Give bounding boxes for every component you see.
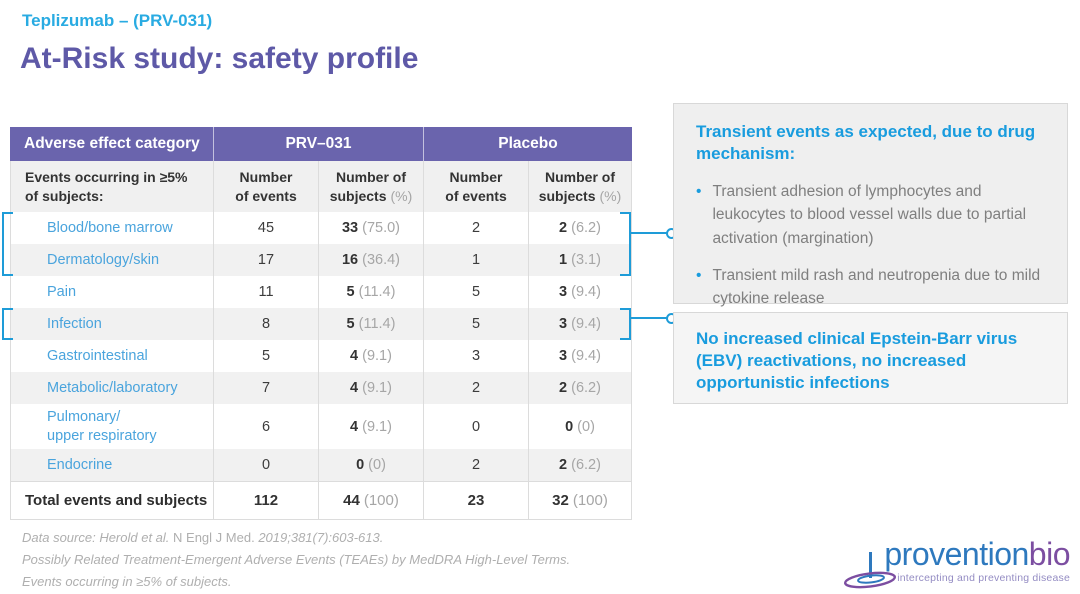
footnotes <box>22 527 570 593</box>
table-row-pain: Pain 11 5 (11.4) 5 3 (9.4) <box>11 276 631 308</box>
page-title: At-Risk study: safety profile <box>20 42 419 75</box>
table-row-metabolic-laboratory: Metabolic/laboratory 7 4 (9.1) 2 2 (6.2) <box>11 372 631 404</box>
bullet-icon: • <box>696 183 702 201</box>
table-row-blood-bone-marrow: Blood/bone marrow 45 33 (75.0) 2 2 (6.2) <box>11 212 631 244</box>
header-category: Adverse effect category <box>24 135 200 152</box>
proventionbio-logo <box>842 537 1070 584</box>
table-header-row <box>10 127 632 161</box>
adverse-events-table <box>10 127 632 520</box>
subheader-pbo-events: Number of events <box>423 161 528 212</box>
table-row-total: Total events and subjects 112 44 (100) 23 32 (100) <box>11 481 631 519</box>
category-label: Gastrointestinal <box>47 347 148 364</box>
ripple-swirl-icon <box>842 569 902 591</box>
bracket-right-infection <box>620 308 631 340</box>
callout-bullet-list <box>696 180 1047 310</box>
bracket-left-rows-1-2 <box>2 212 13 276</box>
table-row-pulmonary-upper-respiratory: Pulmonary/ upper respiratory 6 4 (9.1) 0 0 (0) <box>11 404 631 449</box>
header-placebo: Placebo <box>423 127 632 161</box>
table-row-infection: Infection 8 5 (11.4) 5 3 (9.4) <box>11 308 631 340</box>
total-label: Total events and subjects <box>25 491 208 509</box>
connector-line-bottom <box>629 317 668 319</box>
subheader-category: Events occurring in ≥5% of subjects: <box>25 169 188 204</box>
connector-line-top <box>629 232 668 234</box>
category-label: Infection <box>47 315 102 332</box>
callout-heading: Transient events as expected, due to drug mechanism: <box>696 122 1036 163</box>
category-label: Pulmonary/ upper respiratory <box>47 409 157 444</box>
category-label: Blood/bone marrow <box>47 219 173 236</box>
category-label: Dermatology/skin <box>47 251 160 268</box>
footnote-line-3: Events occurring in ≥5% of subjects. <box>22 574 232 589</box>
footnote-line-2: Possibly Related Treatment-Emergent Adverse Events (TEAEs) by MedDRA High-Level Terms. <box>22 552 571 567</box>
table-body <box>10 161 632 520</box>
list-item: • Transient adhesion of lymphocytes and leukocytes to blood vessel walls due to partial activation (margination) <box>696 180 1047 250</box>
callout-no-increased-ebv <box>673 312 1068 404</box>
footnote-line-1: Data source: Herold et al. N Engl J Med. 2019;381(7):603-613. <box>22 530 384 545</box>
category-label: Metabolic/laboratory <box>47 379 178 396</box>
callout-text: No increased clinical Epstein-Barr virus (EBV) reactivations, no increased opportunistic infections <box>696 329 1018 393</box>
list-item: • Transient mild rash and neutropenia due to mild cytokine release <box>696 264 1047 311</box>
subheader-prv-subjects: Number of subjects (%) <box>318 161 423 212</box>
subheader-prv-events: Number of events <box>213 161 318 212</box>
table-row-dermatology-skin: Dermatology/skin 17 16 (36.4) 1 1 (3.1) <box>11 244 631 276</box>
bracket-right-rows-1-2 <box>620 212 631 276</box>
table-row-endocrine: Endocrine 0 0 (0) 2 2 (6.2) <box>11 449 631 481</box>
callout-transient-events <box>673 103 1068 308</box>
slide-eyebrow: Teplizumab – (PRV-031) <box>22 11 213 30</box>
logo-wordmark: proventionbio <box>884 536 1070 572</box>
bullet-icon: • <box>696 266 702 284</box>
category-label: Endocrine <box>47 456 113 473</box>
table-row-gastrointestinal: Gastrointestinal 5 4 (9.1) 3 3 (9.4) <box>11 340 631 372</box>
bracket-left-infection <box>2 308 13 340</box>
logo-tagline: intercepting and preventing disease <box>897 572 1070 584</box>
category-label: Pain <box>47 283 77 300</box>
table-subheader-row <box>11 161 631 212</box>
subheader-pbo-subjects: Number of subjects (%) <box>528 161 631 212</box>
header-prv031: PRV–031 <box>213 127 423 161</box>
